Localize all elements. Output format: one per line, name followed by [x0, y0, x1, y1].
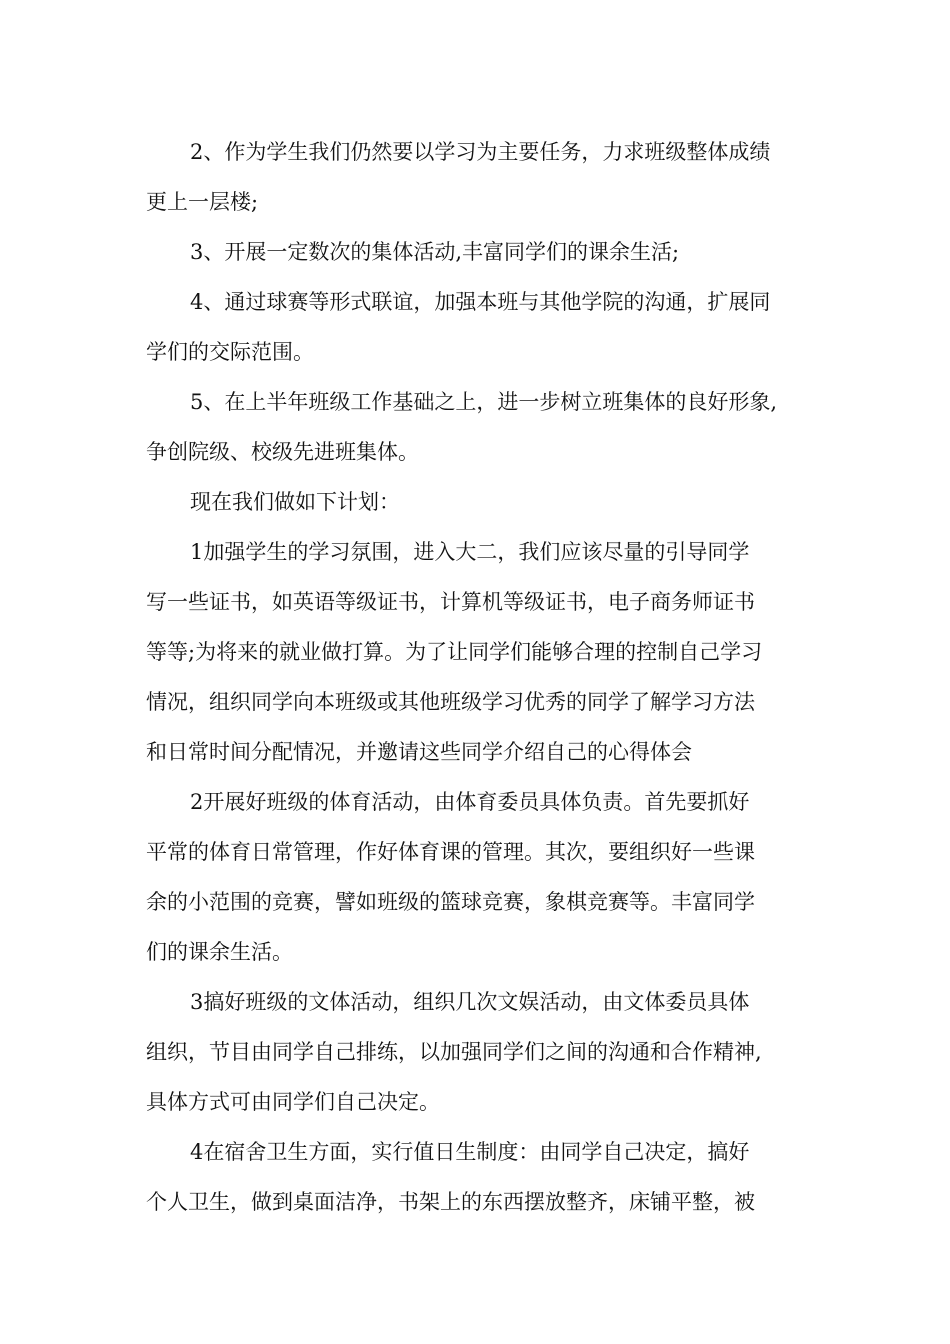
text-line: 情况，组织同学向本班级或其他班级学习优秀的同学了解学习方法	[146, 690, 755, 714]
text-line: 4、通过球赛等形式联谊，加强本班与其他学院的沟通，扩展同	[190, 290, 771, 314]
text-line: 组织，节目由同学自己排练，以加强同学们之间的沟通和合作精神,	[146, 1040, 762, 1064]
text-line: 和日常时间分配情况，并邀请这些同学介绍自己的心得体会	[146, 740, 692, 764]
text-line: 现在我们做如下计划：	[190, 490, 400, 514]
text-line: 平常的体育日常管理，作好体育课的管理。其次，要组织好一些课	[146, 840, 755, 864]
text-line: 具体方式可由同学们自己决定。	[146, 1090, 440, 1114]
text-line: 2开展好班级的体育活动，由体育委员具体负责。首先要抓好	[190, 790, 750, 814]
text-line: 3、开展一定数次的集体活动,丰富同学们的课余生活;	[190, 240, 680, 264]
text-line: 3搞好班级的文体活动，组织几次文娱活动，由文体委员具体	[190, 990, 750, 1014]
text-line: 4在宿舍卫生方面，实行值日生制度：由同学自己决定，搞好	[190, 1140, 750, 1164]
text-line: 争创院级、校级先进班集体。	[146, 440, 419, 464]
text-line: 写一些证书，如英语等级证书，计算机等级证书，电子商务师证书	[146, 590, 755, 614]
text-line: 5、在上半年班级工作基础之上，进一步树立班集体的良好形象,	[190, 390, 778, 414]
text-line: 等等;为将来的就业做打算。为了让同学们能够合理的控制自己学习	[146, 640, 763, 664]
text-line: 们的课余生活。	[146, 940, 293, 964]
text-line: 学们的交际范围。	[146, 340, 314, 364]
text-line: 余的小范围的竞赛，譬如班级的篮球竞赛，象棋竞赛等。丰富同学	[146, 890, 755, 914]
text-line: 2、作为学生我们仍然要以学习为主要任务，力求班级整体成绩	[190, 140, 771, 164]
text-line: 1加强学生的学习氛围，进入大二，我们应该尽量的引导同学	[190, 540, 750, 564]
text-line: 个人卫生，做到桌面洁净，书架上的东西摆放整齐，床铺平整，被	[146, 1190, 755, 1214]
text-line: 更上一层楼;	[146, 190, 259, 214]
